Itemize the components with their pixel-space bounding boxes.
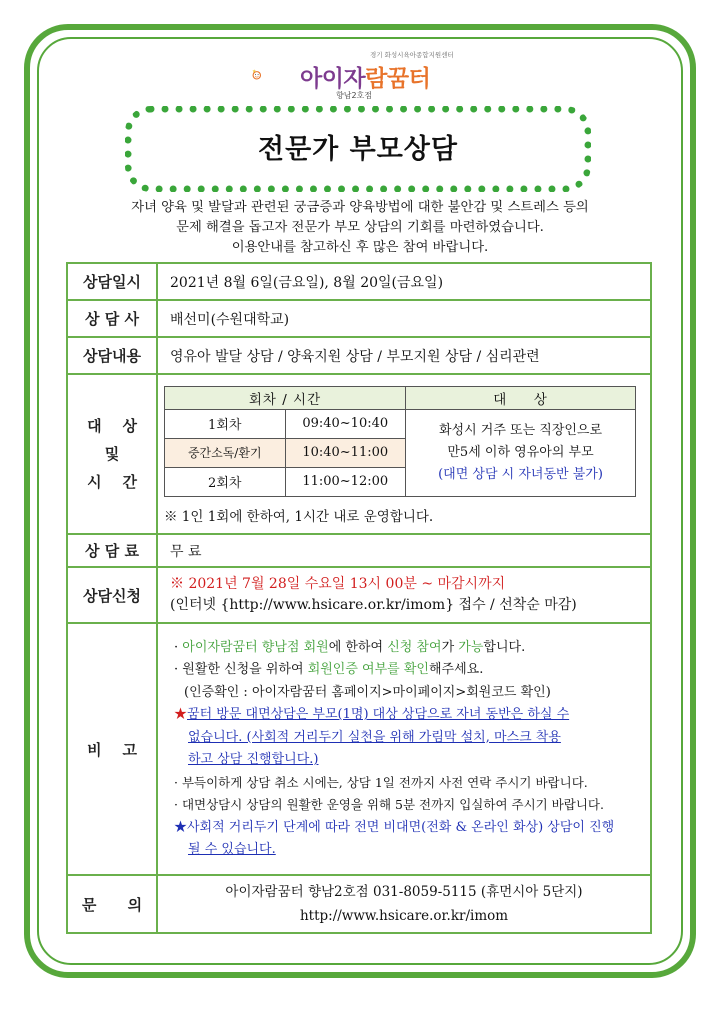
session-time: 09:40~10:40 [285, 409, 406, 438]
value-fee: 무 료 [157, 534, 651, 567]
intro-text: 자녀 양육 및 발달과 관련된 궁금증과 양육방법에 대한 불안감 및 스트레스 등의 문제 해결을 돕고자 전문가 부모 상담의 기회를 마련하였습니다. 이용안내를 참고하신 후 많은 참여 바랍니다. [131, 200, 589, 255]
row-date [67, 263, 651, 300]
session-name: 중간소독/환기 [165, 438, 286, 467]
value-date: 2021년 8월 6일(금요일), 8월 20일(금요일) [157, 263, 651, 300]
page-title: 전문가 부모상담 [258, 134, 458, 165]
target-description: 화성시 거주 또는 직장인으로 만5세 이하 영유아의 부모 (대면 상담 시 자녀동반 불가) [406, 409, 636, 496]
label-apply: 상담신청 [67, 567, 157, 623]
schedule-header-target: 대 상 [406, 386, 636, 409]
remark-item: 없습니다. (사회적 거리두기 실천을 위해 가림막 설치, 마스크 착용 [188, 729, 561, 745]
session-time: 10:40~11:00 [285, 438, 406, 467]
schedule-table [164, 386, 636, 497]
row-counselor [67, 300, 651, 337]
remark-item: 하고 상담 진행합니다.) [188, 752, 319, 767]
session-name: 1회차 [165, 409, 286, 438]
remarks-list [174, 631, 650, 868]
label-contact: 문 의 [67, 875, 157, 933]
label-remarks: 비 고 [67, 623, 157, 875]
contact-url[interactable]: http://www.hsicare.or.kr/imom [299, 908, 509, 924]
label-target-time: 대 상 및 시 간 [67, 374, 157, 534]
remark-item: ★꿈터 방문 대면상담은 부모(1명) 대상 상담으로 자녀 동반은 하실 수 [174, 707, 570, 722]
value-apply: ※ 2021년 7월 28일 수요일 13시 00분 ~ 마감시까지 (인터넷 {http://www.hsicare.or.kr/imom} 접수 / 선착순 마감) [157, 567, 651, 623]
schedule-header-session: 회차 / 시간 [165, 386, 406, 409]
info-table [66, 262, 652, 934]
value-target-time [157, 374, 651, 534]
session-time: 11:00~12:00 [285, 467, 406, 496]
remark-item: (인증확인 : 아이자람꿈터 홈페이지>마이페이지>회원코드 확인) [184, 684, 551, 700]
row-remarks [67, 623, 651, 875]
row-apply [67, 567, 651, 623]
logo-name: 아이자람꿈터 [300, 66, 431, 92]
row-target-time [67, 374, 651, 534]
contact-phone: 아이자람꿈터 향남2호점 031-8059-5115 (휴먼시아 5단지) [225, 884, 583, 900]
remark-item: ★사회적 거리두기 단계에 따라 전면 비대면(전화 & 온라인 화상) 상담이 진행 [174, 819, 615, 835]
label-fee: 상 담 료 [67, 534, 157, 567]
value-content: 영유아 발달 상담 / 양육지원 상담 / 부모지원 상담 / 심리관련 [157, 337, 651, 374]
row-fee [67, 534, 651, 567]
session-name: 2회차 [165, 467, 286, 496]
remark-item: · 부득이하게 상담 취소 시에는, 상담 1일 전까지 사전 연락 주시기 바랍니다. [174, 774, 588, 790]
target-time-note: ※ 1인 1회에 한하여, 1시간 내로 운영합니다. [164, 508, 434, 525]
remark-item: · 원활한 신청을 위하여 회원인증 여부를 확인해주세요. [174, 662, 484, 677]
row-contact [67, 875, 651, 933]
logo-branch: 향남2호점 [336, 91, 373, 100]
remark-item: · 아이자람꿈터 향남점 회원에 한하여 신청 참여가 가능합니다. [174, 639, 526, 655]
label-counselor: 상 담 사 [67, 300, 157, 337]
value-contact [157, 875, 651, 933]
label-content: 상담내용 [67, 337, 157, 374]
row-content [67, 337, 651, 374]
logo-sun-icon [252, 44, 302, 104]
logo-subtitle: 경기 화성시육아종합지원센터 [370, 51, 454, 59]
value-counselor: 배선미(수원대학교) [157, 300, 651, 337]
remark-item: · 대면상담시 상담의 원활한 운영을 위해 5분 전까지 입실하여 주시기 바랍니다. [174, 797, 604, 812]
apply-url-text: (인터넷 {http://www.hsicare.or.kr/imom} 접수 / 선착순 마감) [170, 597, 577, 613]
value-remarks [157, 623, 651, 875]
remark-item: 될 수 있습니다. [188, 842, 276, 857]
label-date: 상담일시 [67, 263, 157, 300]
